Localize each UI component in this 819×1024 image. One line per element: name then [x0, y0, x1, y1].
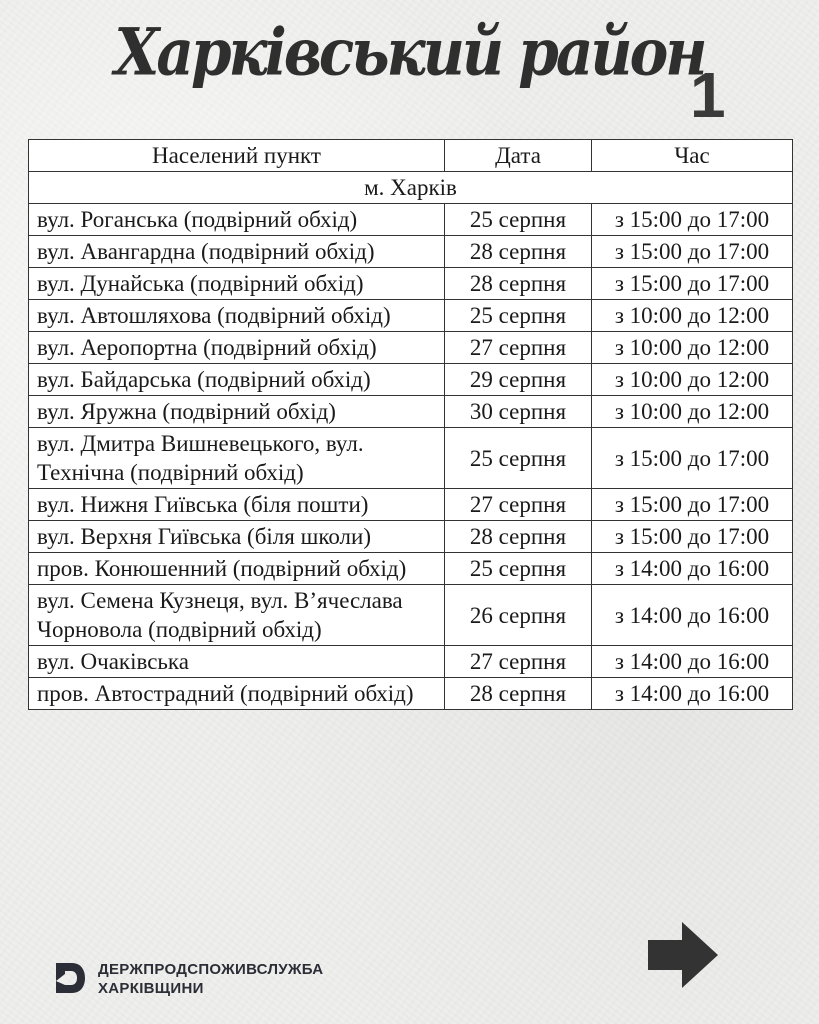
table-row — [29, 553, 793, 585]
place-cell: вул. Дунайська (подвірний обхід) — [29, 268, 445, 300]
table-row — [29, 678, 793, 710]
date-cell: 25 серпня — [445, 428, 592, 489]
place-cell: вул. Верхня Гиївська (біля школи) — [29, 521, 445, 553]
date-cell: 25 серпня — [445, 553, 592, 585]
time-cell: з 10:00 до 12:00 — [592, 332, 793, 364]
time-cell: з 14:00 до 16:00 — [592, 553, 793, 585]
place-cell: вул. Семена Кузнеця, вул. В’ячеслава Чорновола (подвірний обхід) — [29, 585, 445, 646]
table-row — [29, 396, 793, 428]
table-row — [29, 585, 793, 646]
date-cell: 27 серпня — [445, 646, 592, 678]
time-cell: з 14:00 до 16:00 — [592, 646, 793, 678]
place-cell: вул. Аеропортна (подвірний обхід) — [29, 332, 445, 364]
place-cell: вул. Автошляхова (подвірний обхід) — [29, 300, 445, 332]
page-title: Харківський район — [114, 14, 705, 91]
page-number: 1 — [690, 59, 726, 131]
time-cell: з 15:00 до 17:00 — [592, 236, 793, 268]
time-cell: з 10:00 до 12:00 — [592, 396, 793, 428]
date-cell: 27 серпня — [445, 489, 592, 521]
place-cell: пров. Автострадний (подвірний обхід) — [29, 678, 445, 710]
time-cell: з 15:00 до 17:00 — [592, 268, 793, 300]
date-cell: 25 серпня — [445, 300, 592, 332]
time-cell: з 10:00 до 12:00 — [592, 300, 793, 332]
column-header-time: Час — [592, 140, 793, 172]
place-cell: вул. Байдарська (подвірний обхід) — [29, 364, 445, 396]
table-row — [29, 521, 793, 553]
time-cell: з 14:00 до 16:00 — [592, 585, 793, 646]
table-row — [29, 204, 793, 236]
place-cell: вул. Авангардна (подвірний обхід) — [29, 236, 445, 268]
city-row — [29, 172, 793, 204]
time-cell: з 15:00 до 17:00 — [592, 521, 793, 553]
time-cell: з 15:00 до 17:00 — [592, 204, 793, 236]
date-cell: 25 серпня — [445, 204, 592, 236]
time-cell: з 15:00 до 17:00 — [592, 489, 793, 521]
dpss-d-logo-icon — [52, 960, 88, 996]
place-cell: вул. Дмитра Вишневецького, вул. Технічна (подвірний обхід) — [29, 428, 445, 489]
date-cell: 27 серпня — [445, 332, 592, 364]
date-cell: 30 серпня — [445, 396, 592, 428]
date-cell: 28 серпня — [445, 521, 592, 553]
place-cell: вул. Яружна (подвірний обхід) — [29, 396, 445, 428]
organization-name — [98, 960, 323, 998]
schedule-table-container — [28, 139, 792, 710]
table-row — [29, 364, 793, 396]
place-cell: вул. Нижня Гиївська (біля пошти) — [29, 489, 445, 521]
table-row — [29, 236, 793, 268]
date-cell: 28 серпня — [445, 236, 592, 268]
table-row — [29, 489, 793, 521]
column-header-place: Населений пункт — [29, 140, 445, 172]
organization-name-line2: ХАРКІВЩИНИ — [98, 980, 204, 997]
table-row — [29, 428, 793, 489]
table-header-row — [29, 140, 793, 172]
time-cell: з 14:00 до 16:00 — [592, 678, 793, 710]
column-header-date: Дата — [445, 140, 592, 172]
table-row — [29, 268, 793, 300]
date-cell: 29 серпня — [445, 364, 592, 396]
time-cell: з 10:00 до 12:00 — [592, 364, 793, 396]
date-cell: 26 серпня — [445, 585, 592, 646]
table-row — [29, 332, 793, 364]
time-cell: з 15:00 до 17:00 — [592, 428, 793, 489]
table-row — [29, 300, 793, 332]
place-cell: вул. Роганська (подвірний обхід) — [29, 204, 445, 236]
place-cell: вул. Очаківська — [29, 646, 445, 678]
schedule-table — [28, 139, 793, 710]
city-name: м. Харків — [29, 172, 793, 204]
place-cell: пров. Конюшенний (подвірний обхід) — [29, 553, 445, 585]
date-cell: 28 серпня — [445, 268, 592, 300]
arrow-right-icon[interactable] — [646, 920, 720, 990]
organization-name-line1: ДЕРЖПРОДСПОЖИВСЛУЖБА — [98, 961, 324, 978]
table-row — [29, 646, 793, 678]
date-cell: 28 серпня — [445, 678, 592, 710]
